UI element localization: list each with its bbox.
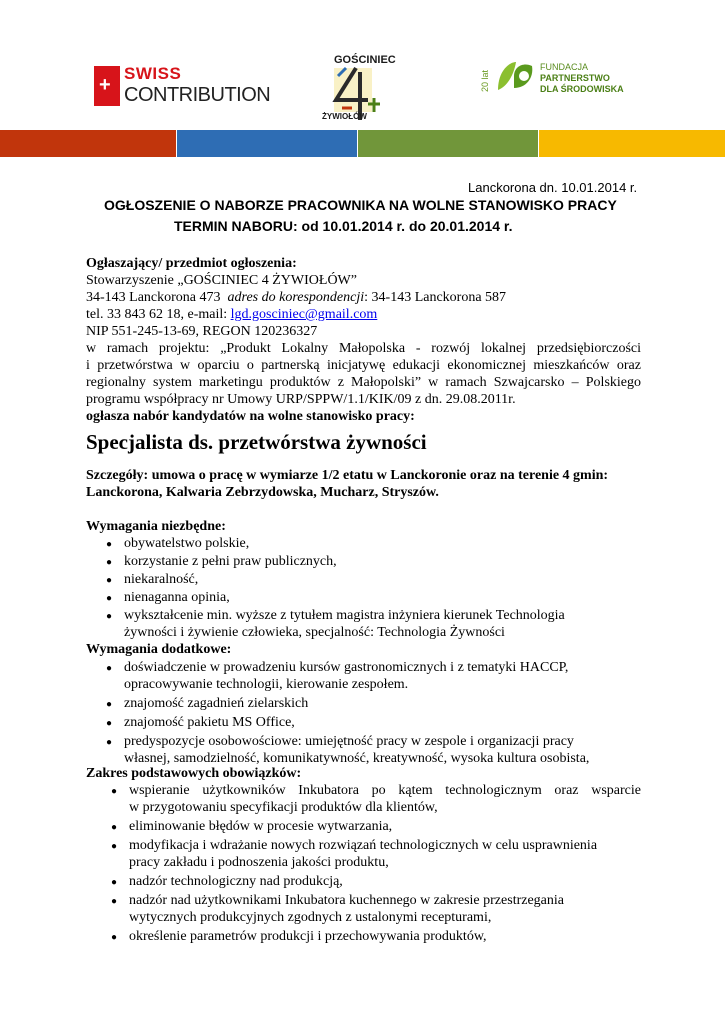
list-item-text: eliminowanie błędów w procesie wytwarzania, [129,819,393,834]
job-title: Specjalista ds. przetwórstwa żywności [86,430,427,454]
swiss-contribution-logo [94,64,271,110]
list-item-text: modyfikacja i wdrażanie nowych rozwiązań technologicznych w celu usprawnienia [129,838,598,853]
list-item-text: nadzór technologiczny nad produkcją, [129,874,343,889]
list-item-text: wykształcenie min. wyższe z tytułem magistra inżyniera kierunek Technologia [124,608,565,623]
list-item [86,553,641,570]
project-line-1: w ramach projektu: „Produkt Lokalny Małopolska - rozwój lokalnej przedsiębiorczości [86,341,641,356]
bullet-icon: ● [106,593,113,604]
address-label: adres do korespondencji [227,290,365,305]
list-item-text-cont: w przygotowaniu specyfikacji produktów dla klientów, [129,800,438,815]
list-item-text: predyspozycje osobowościowe: umiejętność pracy w zespole i organizacji pracy [124,734,574,749]
announcer-label: Ogłaszający/ przedmiot ogłoszenia: [86,256,297,271]
nip-regon: NIP 551-245-13-69, REGON 120236327 [86,324,318,339]
bullet-icon: ● [106,539,113,550]
list-item-text: określenie parametrów produkcji i przechowywania produktów, [129,929,487,944]
bullet-icon: ● [111,786,118,797]
document-date: Lanckorona dn. 10.01.2014 r. [468,180,638,195]
list-item-text: niekaralność, [124,572,199,587]
bullet-icon: ● [111,841,118,852]
list-item-text-cont: pracy zakładu i podnoszenia jakości produktu, [129,855,389,870]
color-bar-yellow [539,130,725,157]
list-item-text-cont: opracowywanie technologii, kierowanie zespołem. [124,677,409,692]
list-item-text: korzystanie z pełni praw publicznych, [124,554,337,569]
fundacja-logo [480,58,650,98]
list-item [86,818,641,835]
list-item-text-cont: żywności i żywienie człowieka, specjalność: Technologia Żywności [124,625,505,640]
address-main: 34-143 Lanckorona 473 [86,290,221,305]
address-correspondence: : 34-143 Lanckorona 587 [364,290,507,305]
list-item [86,782,641,816]
announcement-heading: OGŁOSZENIE O NABORZE PRACOWNIKA NA WOLNE STANOWISKO PRACY [104,197,617,213]
recruitment-period: TERMIN NABORU: od 10.01.2014 r. do 20.01.2014 r. [174,218,513,234]
color-bar-green [358,130,538,157]
list-item [86,571,641,588]
list-item [86,928,641,945]
list-item-text-cont: własnej, samodzielność, komunikatywność, kreatywność, wysoka kultura osobista, [124,751,590,766]
bullet-icon: ● [106,575,113,586]
duties-list [86,782,641,945]
bullet-icon: ● [111,822,118,833]
list-item [86,873,641,890]
list-item [86,892,641,926]
bullet-icon: ● [106,663,113,674]
bullet-icon: ● [111,932,118,943]
fundacja-years: 20 lat [480,69,490,92]
bullet-icon: ● [106,611,113,622]
list-item [86,589,641,606]
bullet-icon: ● [106,718,113,729]
gosciniec-logo-line1: GOŚCINIEC [334,54,396,66]
project-line-2: i przetwórstwa w oparciu o partnerską inicjatywę edukacji ekonomicznej mieszkańców oraz [86,358,641,373]
fundacja-leaf-icon [494,58,538,94]
color-bar-strip [0,130,725,157]
bullet-icon: ● [111,877,118,888]
color-bar-red [0,130,176,157]
list-item [86,714,641,731]
list-item [86,535,641,552]
fundacja-line3-bold: DLA ŚRODOWISKA [540,84,624,94]
bullet-icon: ● [106,737,113,748]
required-title: Wymagania niezbędne: [86,519,226,534]
list-item [86,695,641,712]
bullet-icon: ● [106,699,113,710]
list-item-text: doświadczenie w prowadzeniu kursów gastronomicznych i z tematyki HACCP, [124,660,569,675]
list-item-text: nadzór nad użytkownikami Inkubatora kuchennego w zakresie przestrzegania [129,893,564,908]
contact-line [86,306,641,323]
bullet-icon: ● [111,896,118,907]
swiss-logo-line1: SWISS [124,64,182,83]
details-line-2: Lanckorona, Kalwaria Zebrzydowska, Mucharz, Stryszów. [86,485,439,500]
fundacja-line2-bold: PARTNERSTWO [540,73,610,83]
list-item-text: nienaganna opinia, [124,590,230,605]
header-logos [0,0,725,130]
fundacja-line1: FUNDACJA [540,62,589,72]
fundacja-text [540,62,624,95]
list-item [86,607,641,641]
list-item-text: znajomość pakietu MS Office, [124,715,295,730]
required-list [86,535,641,641]
swiss-flag-icon: + [94,66,120,106]
list-item-text: obywatelstwo polskie, [124,536,250,551]
announcer-section [86,255,641,425]
list-item-text: znajomość zagadnień zielarskich [124,696,309,711]
gosciniec-logo-line2: ŻYWIOŁÓW [322,112,367,121]
additional-title: Wymagania dodatkowe: [86,642,232,657]
duties-title: Zakres podstawowych obowiązków: [86,766,302,781]
project-line-3: regionalny system marketingu produktów z Małopolski” w ramach Szwajcarsko – Polskiego [86,375,641,390]
additional-list [86,659,641,767]
fundacja-line2 [540,73,624,84]
color-bar-blue [177,130,357,157]
swiss-logo-line2: CONTRIBUTION [124,84,271,106]
details-line-1: Szczegóły: umowa o pracę w wymiarze 1/2 etatu w Lanckoronie oraz na terenie 4 gmin: [86,468,609,483]
list-item-text: wspieranie użytkowników Inkubatora po kątem technologicznym oraz wsparcie [129,783,641,798]
phone-text: tel. 33 843 62 18, e-mail: [86,307,231,322]
address-line [86,289,641,306]
project-line-4: programu współpracy nr Umowy URP/SPPW/1.1/KIK/09 z dn. 29.08.2011r. [86,392,516,407]
organization-name: Stowarzyszenie „GOŚCINIEC 4 ŻYWIOŁÓW” [86,273,357,288]
fundacja-line3 [540,84,624,95]
list-item [86,659,641,693]
list-item-text-cont: wytycznych produkcyjnych zgodnych z ustalonymi recepturami, [129,910,492,925]
details-section [86,467,646,501]
email-link[interactable]: lgd.gosciniec@gmail.com [230,307,378,322]
announce-line: ogłasza nabór kandydatów na wolne stanowisko pracy: [86,409,415,424]
gosciniec-logo [316,54,396,126]
bullet-icon: ● [106,557,113,568]
list-item [86,837,641,871]
list-item [86,733,641,767]
